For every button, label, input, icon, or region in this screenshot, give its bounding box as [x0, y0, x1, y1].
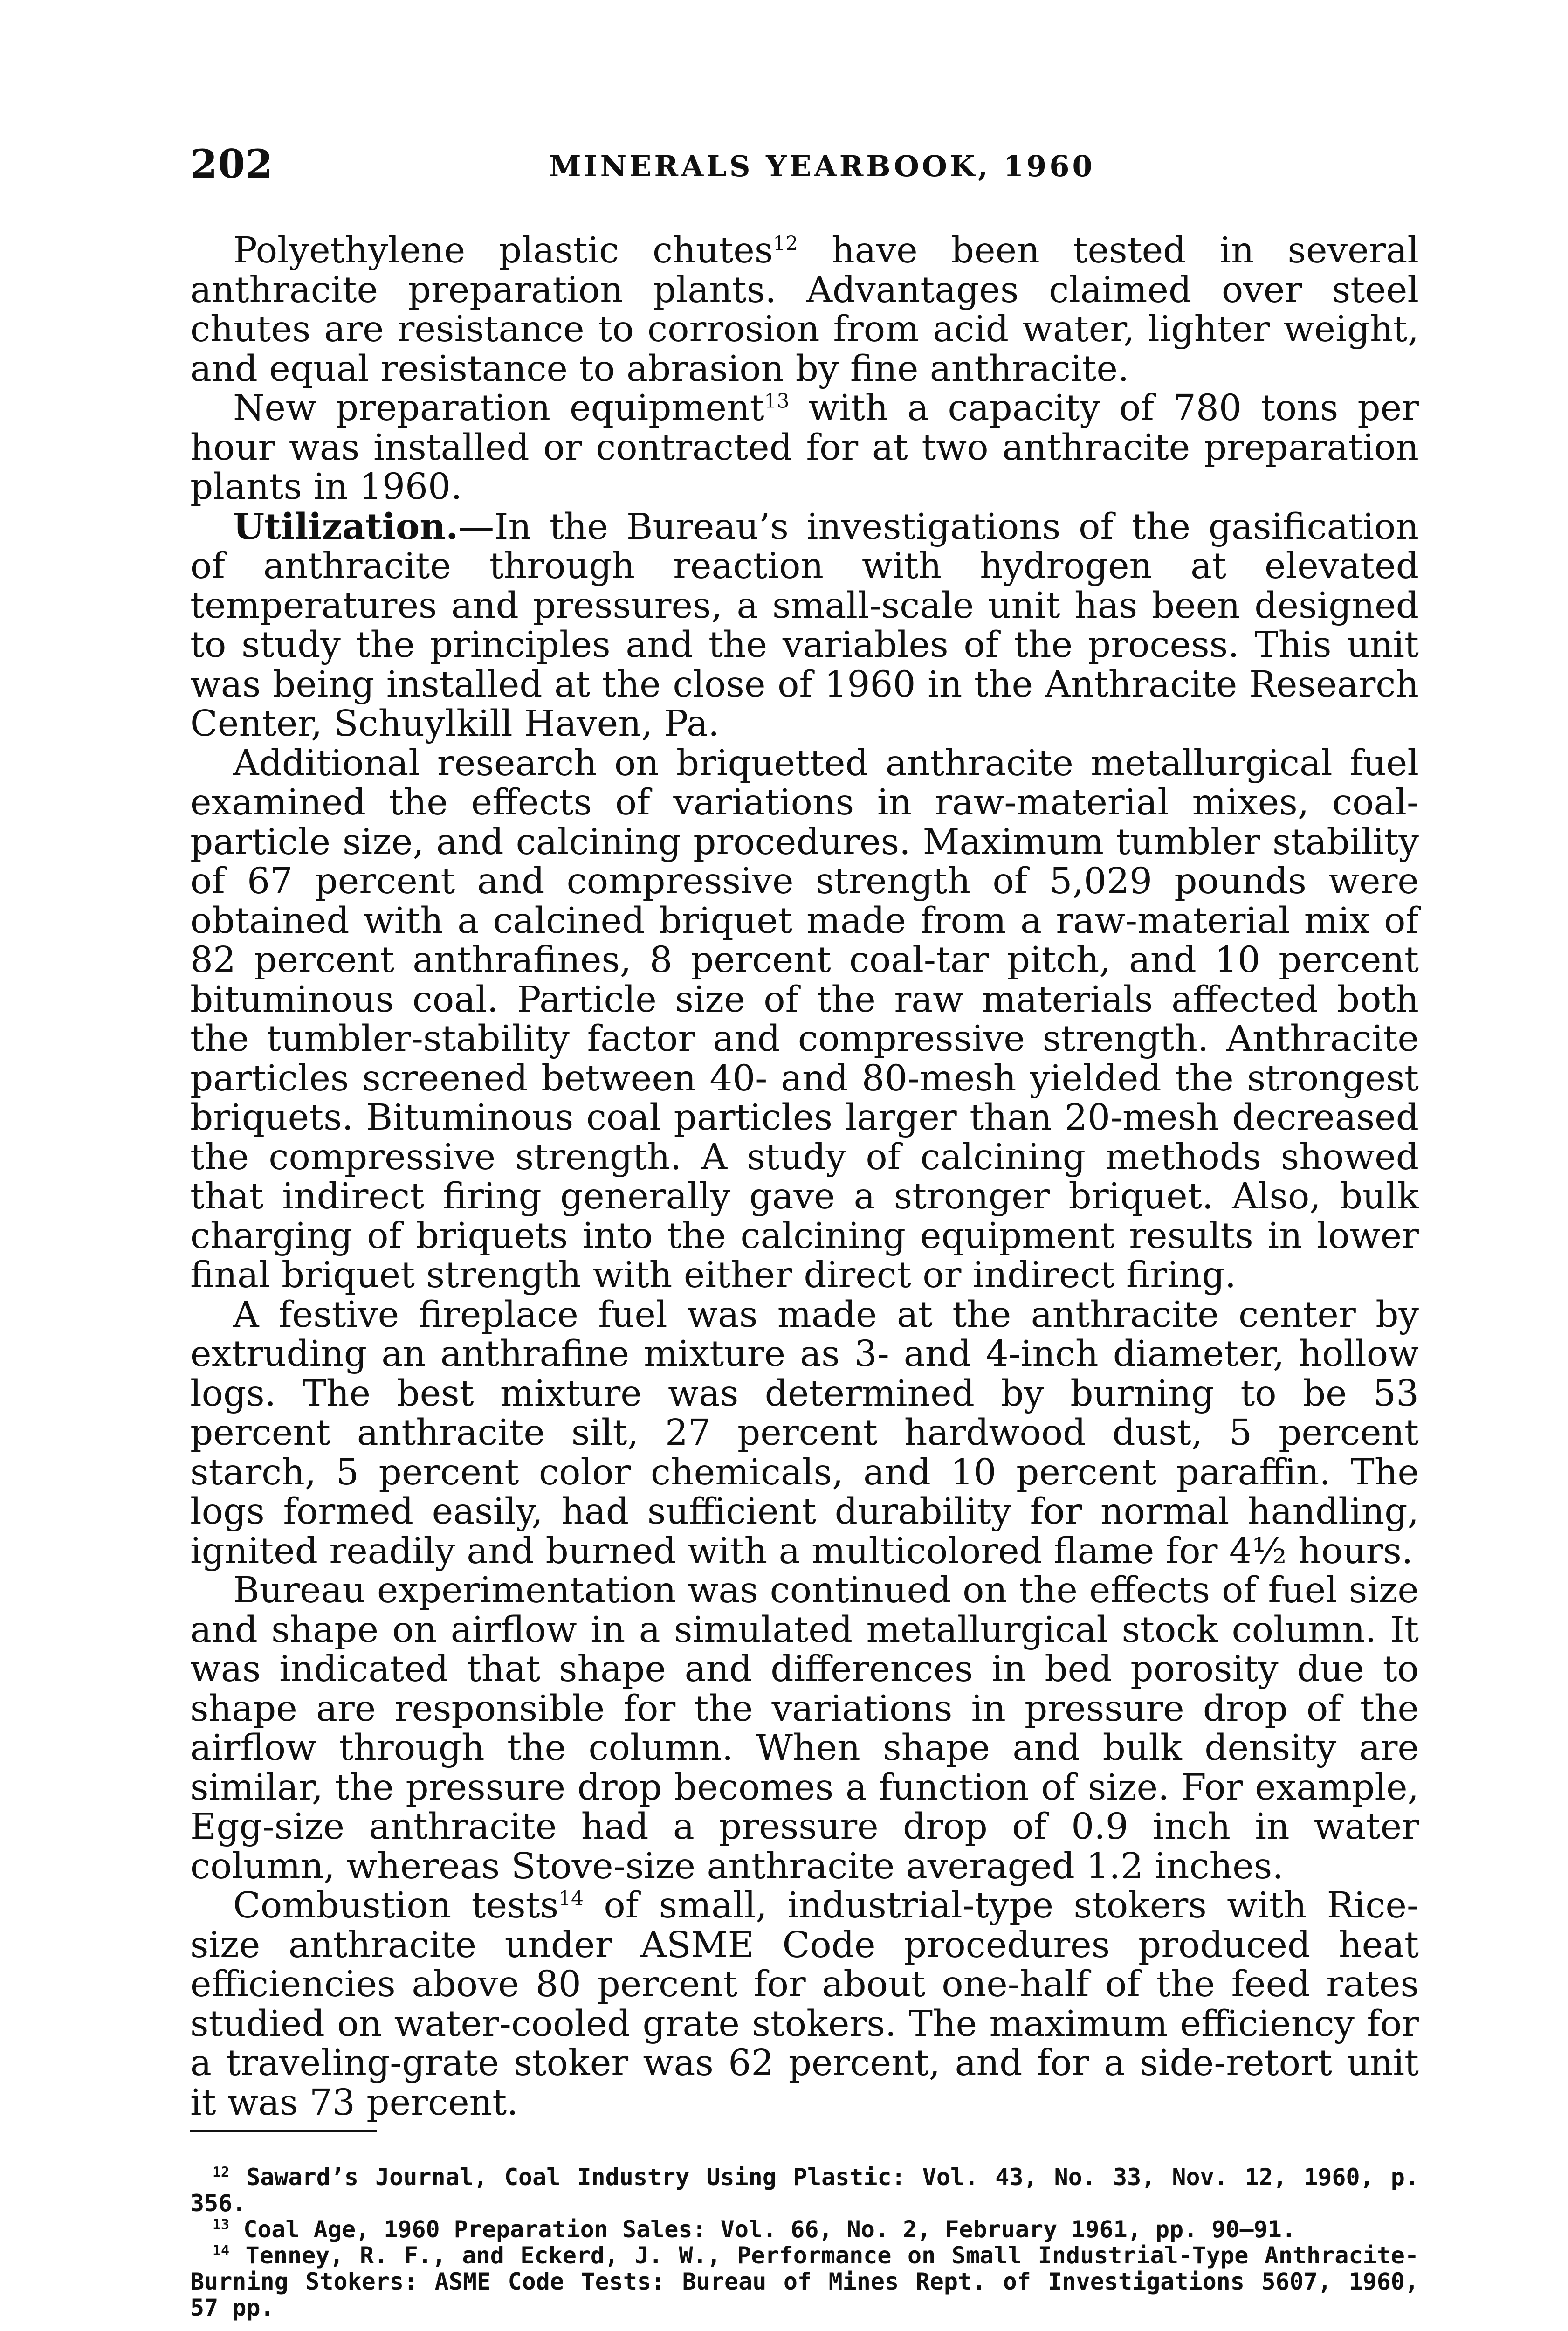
running-head: MINERALS YEARBOOK, 1960 — [549, 149, 1095, 183]
footnote — [190, 2216, 1419, 2242]
paragraph — [190, 1886, 1419, 2123]
page-number: 202 — [190, 141, 274, 187]
body-text — [190, 231, 1419, 2123]
paragraph-text: Polyethylene plastic chutes — [233, 230, 773, 271]
footnote-mark: 13 — [213, 2216, 230, 2233]
footnotes — [190, 2164, 1419, 2321]
footnote-mark: 12 — [213, 2164, 230, 2181]
section-run-in-heading: Utilization. — [233, 505, 459, 548]
paragraph — [190, 231, 1419, 389]
paragraph: Bureau experimentation was continued on the effects of fuel size and shape on airflow in a simulated metallurgical stock column. It was indicated that shape and differences in bed porosity due to shape are responsible for the variations in pressure drop of the airflow through the column. When shape and bulk density are similar, the pressure drop becomes a function of size. For example, Egg-size anthracite had a pressure drop of 0.9 inch in water column, whereas Stove-size anthracite averaged 1.2 inches. — [190, 1570, 1419, 1887]
paragraph-text: Combustion tests — [233, 1885, 559, 1926]
footnote-reference: 12 — [773, 232, 798, 255]
footnote-mark: 14 — [213, 2242, 230, 2259]
footnote-text: Coal Age, 1960 Preparation Sales: Vol. 66, No. 2, February 1961, pp. 90–91. — [229, 2216, 1296, 2243]
paragraph: Additional research on briquetted anthracite metallurgical fuel examined the effects of variations in raw-material mixes, coal-particle size, and calcining procedures. Maximum tumbler stability of 67 percent and compressive strength of 5,029 pounds were obtained with a calcined briquet made from a raw-material mix of 82 percent anthrafines, 8 percent coal-tar pitch, and 10 percent bituminous coal. Particle size of the raw materials affected both the tumbler-stability factor and compressive strength. Anthracite particles screened between 40- and 80-mesh yielded the strongest briquets. Bituminous coal particles larger than 20-mesh decreased the compressive strength. A study of calcining methods showed that indirect firing generally gave a stronger briquet. Also, bulk charging of briquets into the calcining equipment results in lower final briquet strength with either direct or indirect firing. — [190, 742, 1419, 1296]
footnote — [190, 2164, 1419, 2216]
paragraph: A festive fireplace fuel was made at the anthracite center by extruding an anthrafine mixture as 3- and 4-inch diameter, hollow logs. The best mixture was determined by burning to be 53 percent anthracite silt, 27 percent hardwood dust, 5 percent starch, 5 percent color chemicals, and 10 percent paraffin. The logs formed easily, had sufficient durability for normal handling, ignited readily and burned with a multicolored flame for 4½ hours. — [190, 1294, 1419, 1572]
footnote-text: Tenney, R. F., and Eckerd, J. W., Performance on Small Industrial-Type Anthracite-Burning Stokers: ASME Code Tests: Bureau of Mines Rept. of Investigations 5607, 1960, 57 pp. — [190, 2242, 1419, 2321]
paragraph — [190, 507, 1419, 744]
paragraph-text: New preparation equipment — [233, 387, 764, 429]
paragraph — [190, 389, 1419, 507]
footnote-divider — [190, 2130, 377, 2132]
paragraph-text: with a capacity of 780 tons per hour was installed or contracted for at two anthracite preparation plants in 1960. — [190, 387, 1419, 508]
paragraph-text: of small, industrial-type stokers with Rice-size anthracite under ASME Code procedures produced heat efficiencies above 80 percent for about one-half of the feed rates studied on water-cooled grate stokers. The maximum efficiency for a traveling-grate stoker was 62 percent, and for a side-retort unit it was 73 percent. — [190, 1885, 1419, 2124]
paragraph-text: —In the Bureau’s investigations of the gasification of anthracite through reaction with hydrogen at elevated temperatures and pressures, a small-scale unit has been designed to study the principles and the variables of the process. This unit was being installed at the close of 1960 in the Anthracite Research Center, Schuylkill Haven, Pa. — [190, 506, 1419, 745]
footnote-reference: 14 — [558, 1887, 584, 1910]
page-header — [190, 141, 1419, 192]
footnote — [190, 2242, 1419, 2321]
footnote-reference: 13 — [764, 389, 790, 413]
paragraph-text: have been tested in several anthracite preparation plants. Advantages claimed over steel chutes are resistance to corrosion from acid water, lighter weight, and equal resistance to abrasion by fine anthracite. — [190, 230, 1419, 390]
footnote-text: Saward’s Journal, Coal Industry Using Plastic: Vol. 43, No. 33, Nov. 12, 1960, p. 356. — [190, 2164, 1419, 2217]
